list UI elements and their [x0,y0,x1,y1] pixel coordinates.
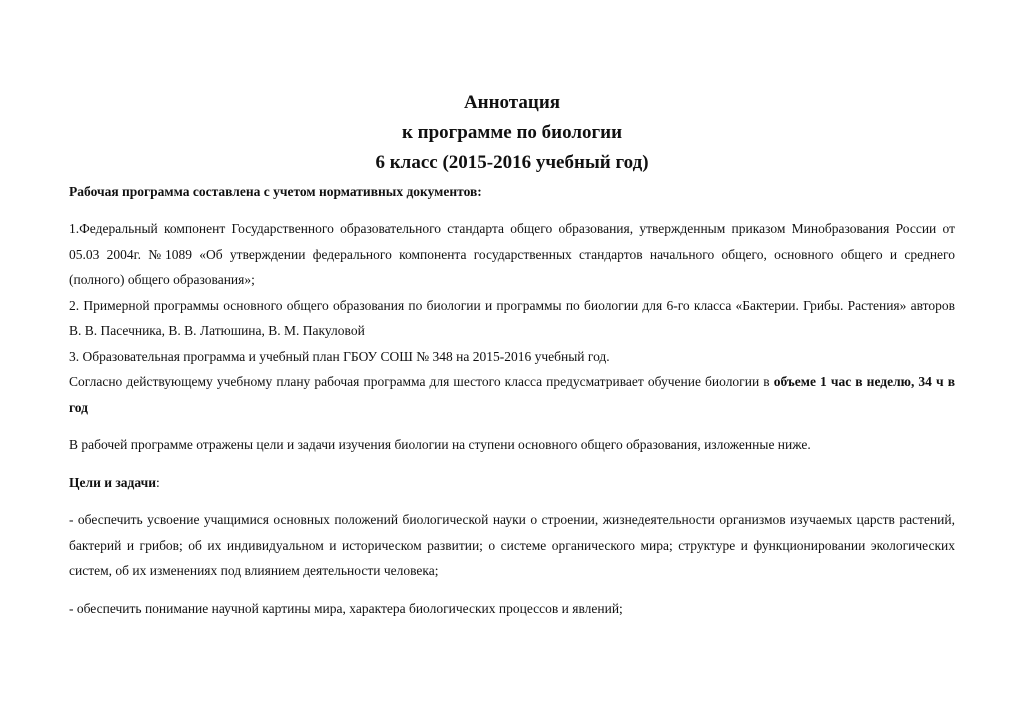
doc-item-3: 3. Образовательная программа и учебный план ГБОУ СОШ № 348 на 2015-2016 учебный год. [69,348,610,364]
goals-heading-label: Цели и задачи [69,474,156,490]
hours-paragraph [69,369,955,420]
hours-bold: объеме 1 час в неделю, 34 ч в год [69,374,955,415]
doc-item-2: 2. Примерной программы основного общего образования по биологии и программы по биологии для 6-го класса «Бактерии. Грибы. Растения» авторов В. В. Пасечника, В. В. Латюшина, В. М. Пакуловой [69,297,955,338]
goal-item-1: - обеспечить усвоение учащимися основных положений биологической науки о строении, жизнедеятельности организмов изучаемых царств растений, бактерий и грибов; об их индивидуальном и историческом развитии; о системе органического мира; структуре и функционировании экологических систем, об их изменениях под влиянием деятельности человека; [69,512,955,578]
title-line-3: 6 класс (2015-2016 учебный год) [375,152,649,173]
document-page [69,88,955,621]
title-line-2: к программе по биологии [401,122,623,143]
lead-paragraph: Рабочая программа составлена с учетом нормативных документов: [69,184,482,199]
doc-item-1: 1.Федеральный компонент Государственного образовательного стандарта общего образования, утвержденным приказом Минобразования России от 05.03 2004г. №1089 «Об утверждении федерального компонента государственных стандартов начального общего, основного общего и среднего (полного) общего образования»; [69,221,955,287]
document-title [69,88,955,178]
goals-heading [69,470,955,496]
title-line-1: Аннотация [463,92,561,113]
hours-text: Согласно действующему учебному плану рабочая программа для шестого класса предусматривает обучение биологии в [69,374,774,389]
goals-heading-colon: : [155,474,160,490]
goals-intro: В рабочей программе отражены цели и задачи изучения биологии на ступени основного общего образования, изложенные ниже. [69,437,811,452]
goal-item-2: - обеспечить понимание научной картины мира, характера биологических процессов и явлений; [69,600,623,616]
